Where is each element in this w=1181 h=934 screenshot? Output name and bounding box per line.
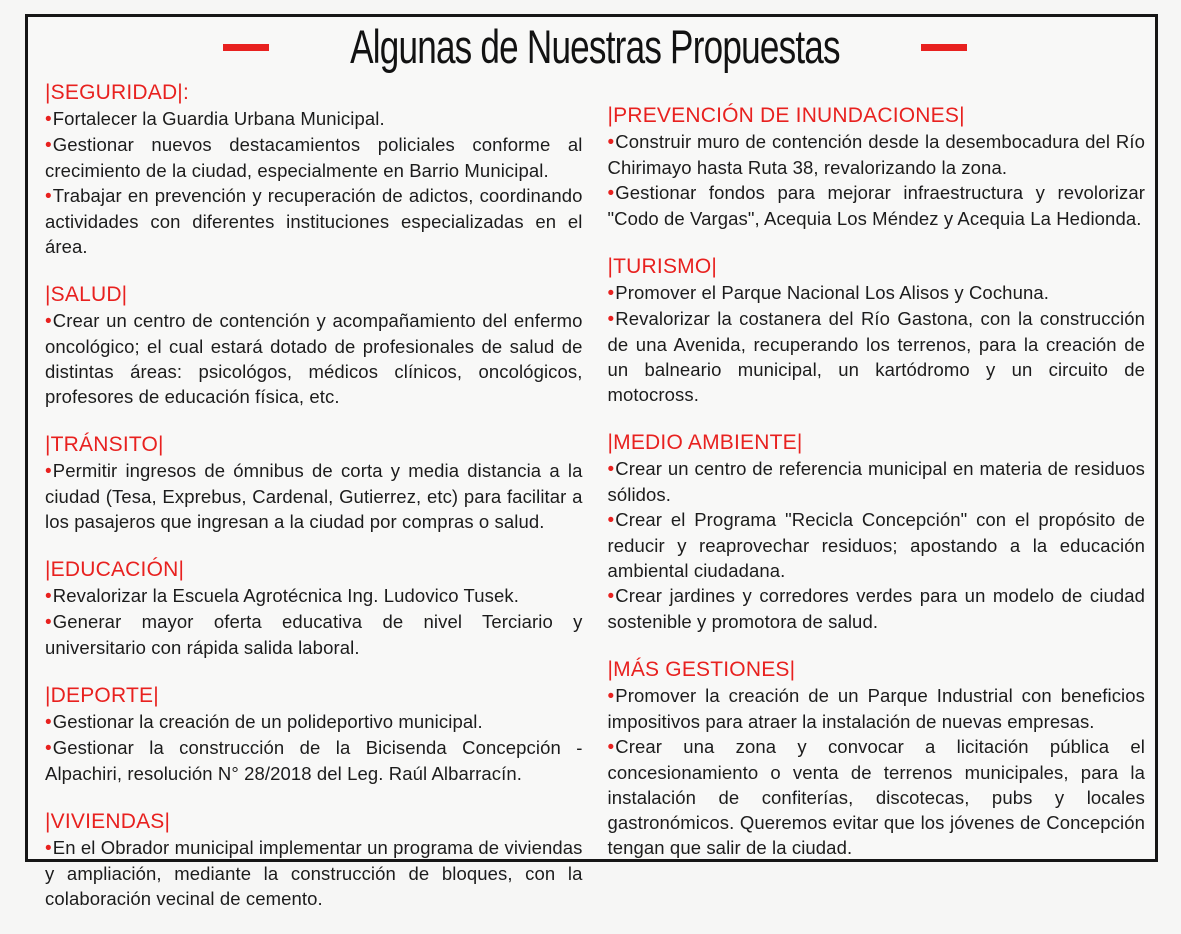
section-body	[45, 106, 583, 259]
bullet-icon: •	[607, 309, 615, 330]
proposal-section	[608, 657, 1146, 860]
bullet-icon: •	[607, 510, 615, 531]
bullet-icon: •	[607, 183, 615, 204]
section-header: |TRÁNSITO|	[45, 433, 164, 456]
proposal-section	[45, 557, 583, 660]
proposal-item: •Promover el Parque Nacional Los Alisos y Cochuna.	[607, 282, 1049, 304]
proposal-section	[608, 430, 1146, 634]
section-body	[608, 683, 1146, 860]
section-body	[608, 280, 1146, 407]
proposal-item: •Fortalecer la Guardia Urbana Municipal.	[45, 108, 385, 130]
bullet-icon: •	[45, 612, 52, 633]
title-dash-left-icon	[223, 44, 269, 51]
section-header: |DEPORTE|	[45, 684, 159, 707]
bullet-icon: •	[45, 586, 52, 607]
bullet-icon: •	[45, 738, 52, 759]
proposal-item: •Crear un centro de contención y acompañamiento del enfermo oncológico; el cual estará dotado de profesionales de salud de distintas áreas: psicológos, médicos clínicos, oncológicos, profesores de educación física, etc.	[45, 310, 583, 407]
bullet-icon: •	[45, 712, 52, 733]
proposal-section	[45, 432, 583, 534]
bullet-icon: •	[45, 838, 52, 859]
column-left	[45, 80, 583, 934]
proposal-item: •Trabajar en prevención y recuperación de adictos, coordinando actividades con diferentes instituciones especializadas en el área.	[45, 185, 583, 257]
section-body	[45, 835, 583, 911]
proposal-section	[45, 282, 583, 409]
proposal-section	[45, 809, 583, 911]
proposal-item: •Gestionar la creación de un polideportivo municipal.	[45, 711, 483, 733]
proposal-item: •Crear una zona y convocar a licitación pública el concesionamiento o venta de terrenos municipales, para la instalación de confiterías, discotecas, pubs y locales gastronómicos. Queremos evitar que los jóvenes de Concepción tengan que salir de la ciudad.	[607, 736, 1145, 858]
bullet-icon: •	[607, 586, 615, 607]
proposal-item: •Revalorizar la costanera del Río Gastona, con la construcción de una Avenida, recuperando los terrenos, para la creación de un balneario municipal, un kartódromo y un circuito de motocross.	[607, 308, 1145, 405]
proposal-item: •Crear un centro de referencia municipal en materia de residuos sólidos.	[607, 458, 1145, 505]
proposal-item: •Permitir ingresos de ómnibus de corta y media distancia a la ciudad (Tesa, Exprebus, Cardenal, Gutierrez, etc) para facilitar a los pasajeros que ingresan a la ciudad por compras o salud.	[45, 460, 583, 532]
section-header: |MÁS GESTIONES|	[607, 658, 796, 681]
page-title: Algunas de Nuestras Propuestas	[350, 19, 840, 74]
section-body	[45, 583, 583, 660]
title-row	[45, 20, 1145, 74]
proposal-item: •Gestionar nuevos destacamientos policiales conforme al crecimiento de la ciudad, especialmente en Barrio Municipal.	[45, 134, 583, 181]
bullet-icon: •	[607, 737, 615, 758]
proposal-section	[45, 80, 583, 259]
proposal-section	[45, 683, 583, 786]
proposal-item: •Promover la creación de un Parque Industrial con beneficios impositivos para atraer la instalación de nuevas empresas.	[607, 685, 1145, 732]
bullet-icon: •	[45, 461, 52, 482]
proposal-item: •Crear el Programa "Recicla Concepción" con el propósito de reducir y reaprovechar residuos; apostando a la educación ambiental ciudadana.	[607, 509, 1145, 581]
proposal-item: •Revalorizar la Escuela Agrotécnica Ing. Ludovico Tusek.	[45, 585, 519, 607]
bullet-icon: •	[45, 109, 52, 130]
section-header: |PREVENCIÓN DE INUNDACIONES|	[607, 104, 965, 127]
section-body	[45, 308, 583, 409]
section-body	[608, 456, 1146, 634]
bullet-icon: •	[607, 459, 615, 480]
column-right	[608, 80, 1146, 883]
section-body	[608, 129, 1146, 231]
proposal-item: •Construir muro de contención desde la desembocadura del Río Chirimayo hasta Ruta 38, revalorizando la zona.	[607, 131, 1145, 178]
proposal-item: •En el Obrador municipal implementar un programa de viviendas y ampliación, mediante la construcción de bloques, con la colaboración vecinal de cemento.	[45, 837, 583, 909]
proposal-section	[608, 103, 1146, 231]
section-header: |SALUD|	[45, 283, 128, 306]
bullet-icon: •	[607, 132, 615, 153]
bullet-icon: •	[45, 311, 52, 332]
title-dash-right-icon	[921, 44, 967, 51]
flyer-content	[45, 19, 1145, 909]
proposal-item: •Crear jardines y corredores verdes para un modelo de ciudad sostenible y promotora de salud.	[607, 585, 1145, 632]
bullet-icon: •	[45, 135, 52, 156]
proposal-item: •Gestionar la construcción de la Bicisenda Concepción - Alpachiri, resolución N° 28/2018 del Leg. Raúl Albarracín.	[45, 737, 583, 784]
section-header: |MEDIO AMBIENTE|	[607, 431, 803, 454]
section-header: |EDUCACIÓN|	[45, 558, 185, 581]
proposal-item: •Generar mayor oferta educativa de nivel Terciario y universitario con rápida salida laboral.	[45, 611, 583, 658]
section-header: |TURISMO|	[607, 255, 718, 278]
bullet-icon: •	[607, 686, 615, 707]
section-body	[45, 709, 583, 786]
section-header: |VIVIENDAS|	[45, 810, 171, 833]
proposal-section	[608, 254, 1146, 407]
bullet-icon: •	[45, 186, 52, 207]
proposal-item: •Gestionar fondos para mejorar infraestructura y revolorizar "Codo de Vargas", Acequia Los Méndez y Acequia La Hedionda.	[607, 182, 1145, 229]
section-header: |SEGURIDAD|:	[45, 81, 189, 104]
section-body	[45, 458, 583, 534]
proposals-columns	[45, 80, 1145, 934]
bullet-icon: •	[607, 283, 615, 304]
